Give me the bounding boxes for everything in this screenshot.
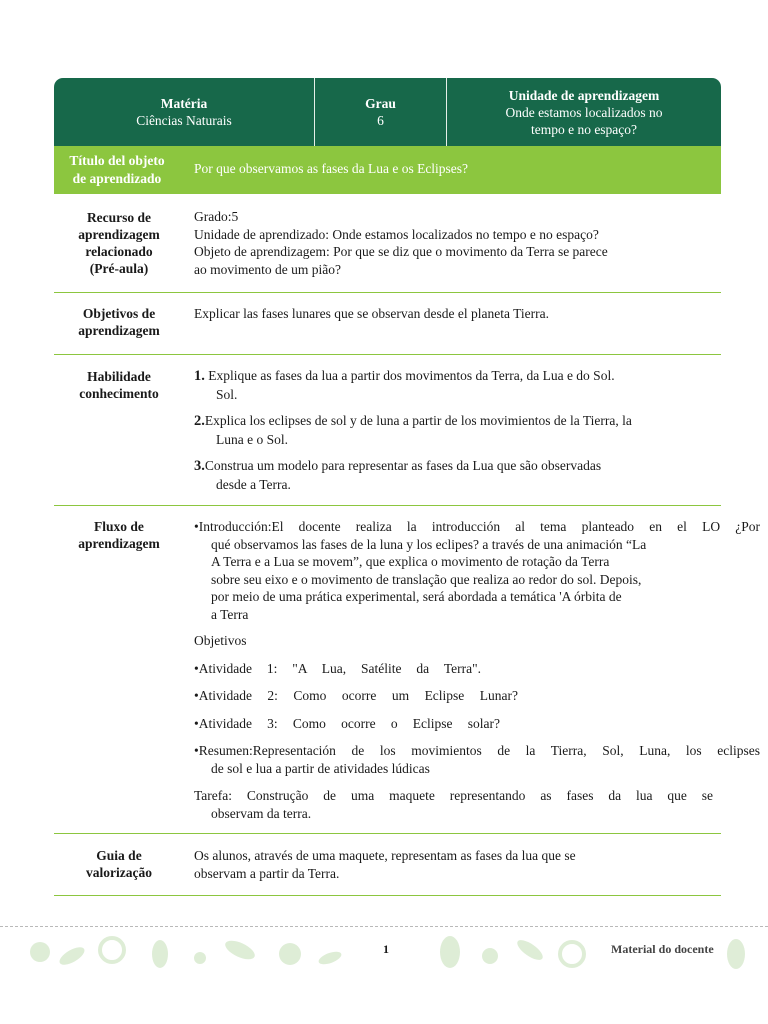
objetivos-label-line: aprendizagem (78, 323, 160, 338)
recurso-line: ao movimento de um pião? (194, 261, 341, 277)
item-text: Construa um modelo para representar as fases da Lua que são observadas (204, 458, 602, 473)
intro-line: a Terra (211, 606, 249, 622)
guia-line: observam a partir da Terra. (194, 865, 340, 881)
item-number: 2. (194, 413, 205, 429)
leaf-icon (727, 939, 745, 969)
unidade-cell (446, 78, 721, 146)
fluxo-label-line: aprendizagem (78, 536, 160, 551)
dot-icon (194, 952, 206, 964)
intro-line: •Introducción:El docente realiza la introducción al tema planteado en el LO ¿Por (194, 519, 760, 534)
atividade-item: •Atividade 3: Como ocorre o Eclipse solar? (194, 715, 500, 731)
circle-icon (100, 938, 124, 962)
intro-line: qué observamos las fases de la luna y los eclipes? a través de una animación “La (211, 536, 647, 552)
materia-value: Ciências Naturais (136, 113, 232, 128)
title-label-line: Título del objeto (69, 153, 165, 168)
tarefa-line: Tarefa: Construção de uma maquete representando as fases da lua que se (194, 788, 713, 803)
objetivos-content (194, 305, 549, 323)
item-text: Explique as fases da lua a partir dos movimentos da Terra, da Lua e do Sol. (204, 368, 615, 383)
materia-label: Matéria (160, 96, 208, 111)
objetivos-text: Explicar las fases lunares que se observan desde el planeta Tierra. (194, 306, 550, 321)
header-table (54, 78, 721, 146)
title-value: Por que observamos as fases da Lua e os Eclipses? (194, 161, 469, 176)
habilidade-label-line: Habilidade (87, 369, 151, 384)
title-band (54, 146, 721, 194)
grau-value: 6 (377, 113, 384, 128)
recurso-label-line: (Pré-aula) (89, 261, 149, 276)
guia-label-line: valorização (86, 865, 152, 880)
objetivos-heading: Objetivos (194, 633, 247, 648)
item-number: 3. (194, 458, 205, 474)
row-divider (54, 354, 721, 355)
habilidade-content (194, 367, 632, 493)
recurso-label (54, 209, 184, 277)
unidade-label: Unidade de aprendizagem (508, 87, 660, 103)
fluxo-content (194, 518, 760, 822)
habilidade-item (194, 367, 632, 403)
item-text-cont: Luna e o Sol. (216, 431, 288, 447)
item-text: Explica los eclipses de sol y de luna a partir de los movimientos de la Tierra, la (204, 413, 632, 428)
objetivos-label-line: Objetivos de (82, 306, 156, 321)
atividade-item: •Atividade 1: "A Lua, Satélite da Terra". (194, 660, 481, 676)
guia-label (54, 847, 184, 881)
guia-label-line: Guia de (96, 848, 142, 863)
leaf-icon (152, 940, 168, 968)
title-label (54, 152, 180, 188)
grau-label: Grau (365, 96, 396, 111)
row-divider (54, 292, 721, 293)
habilidade-label (54, 368, 184, 402)
intro-line: A Terra e a Lua se movem”, que explica o movimento de rotação da Terra (211, 554, 610, 569)
fluxo-label (54, 518, 184, 552)
recurso-line: Unidade de aprendizado: Onde estamos localizados no tempo e no espaço? (194, 226, 599, 242)
page-number: 1 (383, 942, 389, 956)
footer-label: Material do docente (611, 942, 714, 956)
recurso-content (194, 208, 608, 278)
intro-line: sobre seu eixo e o movimento de translação que realiza ao redor do sol. Depois, (211, 571, 642, 587)
habilidade-item (194, 457, 632, 493)
fluxo-label-line: Fluxo de (94, 519, 144, 534)
recurso-label-line: relacionado (85, 244, 153, 259)
circle-icon (560, 942, 584, 966)
guia-content (194, 847, 576, 882)
objetivos-label (54, 305, 184, 339)
recurso-label-line: aprendizagem (78, 227, 160, 242)
leaf-icon (57, 944, 87, 968)
circle-icon (279, 943, 301, 965)
habilidade-label-line: conhecimento (79, 386, 159, 401)
title-label-line: de aprendizado (72, 171, 162, 186)
footer-divider (0, 926, 768, 927)
atividade-item: •Atividade 2: Como ocorre um Eclipse Lunar? (194, 688, 518, 703)
recurso-line: Objeto de aprendizagem: Por que se diz que o movimento da Terra se parece (194, 244, 608, 259)
intro-line: por meio de uma prática experimental, será abordada a temática 'A órbita de (211, 589, 622, 604)
leaf-icon (514, 936, 545, 963)
recurso-line: Grado:5 (194, 209, 239, 224)
grau-cell (314, 78, 446, 146)
leaf-icon (30, 942, 50, 962)
resumen-line: •Resumen:Representación de los movimientos de la Tierra, Sol, Luna, los eclipses (194, 743, 760, 758)
tarefa-line: observam da terra. (211, 805, 312, 821)
materia-cell (54, 78, 314, 146)
guia-line: Os alunos, através de uma maquete, representam as fases da lua que se (194, 848, 576, 863)
row-divider (54, 895, 721, 896)
resumen-line: de sol e lua a partir de atividades lúdicas (211, 760, 430, 776)
item-text-cont: Sol. (216, 386, 238, 402)
habilidade-item (194, 412, 632, 448)
dot-icon (482, 948, 498, 964)
leaf-icon (317, 949, 343, 967)
unidade-value: Onde estamos localizados no tempo e no espaço? (505, 104, 663, 137)
recurso-label-line: Recurso de (86, 210, 152, 225)
row-divider (54, 833, 721, 834)
item-text-cont: desde a Terra. (216, 476, 291, 492)
leaf-icon (223, 937, 258, 963)
item-number: 1. (194, 368, 205, 384)
row-divider (54, 505, 721, 506)
leaf-icon (440, 936, 460, 968)
